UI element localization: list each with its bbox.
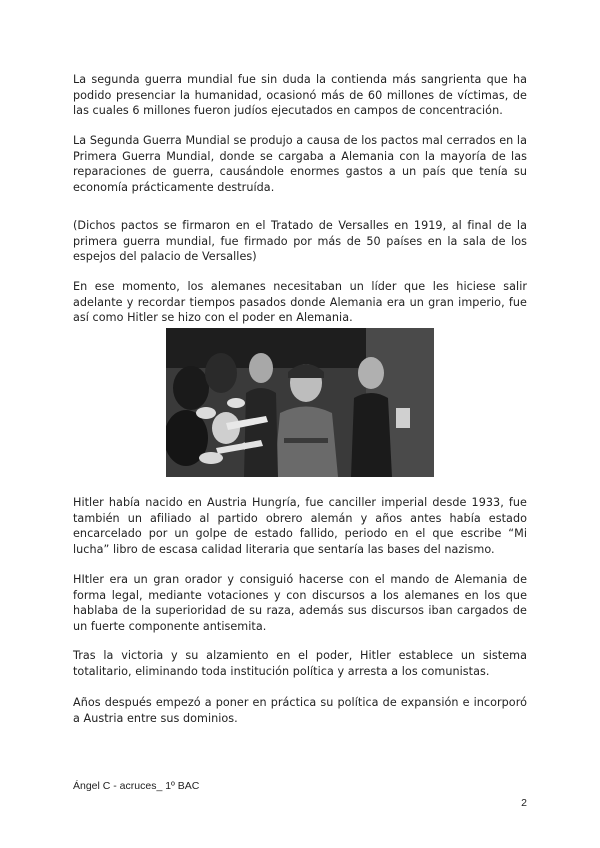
- paragraph-8: Años después empezó a poner en práctica su política de expansión e incorporó a Austria entre sus dominios.: [73, 696, 527, 725]
- historical-photo: [166, 328, 434, 477]
- paragraph-6: HItler era un gran orador y consiguió hacerse con el mando de Alemania de forma legal, mediante votaciones y con discursos a los alemanes en los que hablaba de la superioridad de su raza, además sus discursos iban cargados de un fuerte componente antisemita.: [73, 573, 527, 633]
- paragraph-7: Tras la victoria y su alzamiento en el poder, Hitler establece un sistema totalitario, eliminando toda institución política y arresta a los comunistas.: [73, 649, 527, 678]
- paragraph-5: Hitler había nacido en Austria Hungría, fue canciller imperial desde 1933, fue también un afiliado al partido obrero alemán y años antes había estado encarcelado por un golpe de estado fallido, periodo en el que escribe “Mi lucha” libro de escasa calidad literaria que sentaría las bases del nazismo.: [73, 496, 527, 556]
- paragraph-2: La Segunda Guerra Mundial se produjo a causa de los pactos mal cerrados en la Primera Guerra Mundial, donde se cargaba a Alemania con la mayoría de las reparaciones de guerra, causándole enormes gastos a un país que tenía su economía prácticamente destruída.: [73, 134, 527, 194]
- page-number: 2: [521, 797, 527, 809]
- footer-author: Ángel C - acruces_ 1º BAC: [73, 780, 200, 792]
- paragraph-3: (Dichos pactos se firmaron en el Tratado de Versalles en 1919, al final de la primera guerra mundial, fue firmado por más de 50 países en la sala de los espejos del palacio de Versalles): [73, 219, 527, 264]
- paragraph-4: En ese momento, los alemanes necesitaban un líder que les hiciese salir adelante y recordar tiempos pasados donde Alemania era un gran imperio, fue así como Hitler se hizo con el poder en Alemania.: [73, 280, 527, 325]
- photo-illustration: [166, 328, 434, 477]
- paragraph-1: La segunda guerra mundial fue sin duda la contienda más sangrienta que ha podido presenciar la humanidad, ocasionó más de 60 millones de víctimas, de las cuales 6 millones fueron judíos ejecutados en campos de concentración.: [73, 73, 527, 118]
